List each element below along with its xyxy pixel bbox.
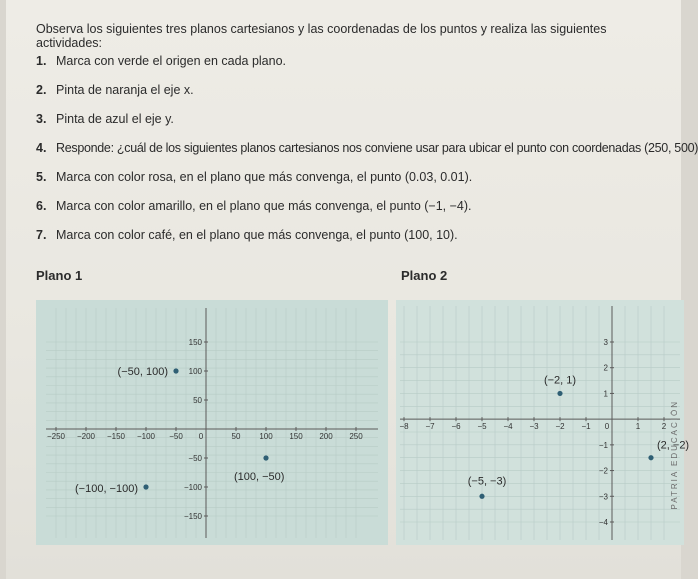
data-point xyxy=(479,494,484,499)
plano-2-title: Plano 2 xyxy=(401,268,448,283)
point-label: (−2, 1) xyxy=(543,374,577,387)
x-tick-label: −100 xyxy=(136,432,156,441)
plano-1-panel xyxy=(36,300,388,545)
x-tick-label: −250 xyxy=(46,432,66,441)
y-tick-label: 150 xyxy=(188,338,202,347)
x-tick-label: −150 xyxy=(106,432,126,441)
publisher-mark: PATRIA EDUCACIÓN xyxy=(670,400,679,510)
activity-text: Pinta de naranja el eje x. xyxy=(56,83,194,97)
activity-number: 2. xyxy=(36,83,47,97)
activity-number: 7. xyxy=(36,228,47,242)
y-tick-label: −100 xyxy=(183,483,202,492)
x-tick-label: 100 xyxy=(259,432,273,441)
y-tick-label: 100 xyxy=(188,367,202,376)
x-tick-label: 0 xyxy=(604,422,610,432)
activity-text: Responde: ¿cuál de los siguientes planos cartesianos nos conviene usar para ubicar el punto con coordenadas (250, 500) xyxy=(56,141,698,155)
activity-item xyxy=(36,168,676,197)
x-tick-label: −6 xyxy=(451,422,461,432)
y-tick-label: 50 xyxy=(193,396,202,405)
x-tick-label: 1 xyxy=(635,422,641,432)
x-tick-label: −1 xyxy=(581,422,591,432)
point-label: (2, −2) xyxy=(657,439,690,452)
activity-number: 5. xyxy=(36,170,47,184)
point-label: (100, −50) xyxy=(234,471,285,483)
y-tick-label: −50 xyxy=(188,454,202,463)
plano-2-chart xyxy=(396,300,690,545)
y-tick-label: 3 xyxy=(603,338,608,347)
x-tick-label: 200 xyxy=(319,432,333,441)
y-tick-label: −150 xyxy=(183,512,202,521)
y-tick-label: 2 xyxy=(603,363,608,373)
x-tick-label: −2 xyxy=(555,422,565,432)
y-tick-label: −2 xyxy=(598,466,608,476)
activity-item xyxy=(36,139,698,168)
plano-1-title: Plano 1 xyxy=(36,268,83,283)
point-label: (−5, −3) xyxy=(467,475,507,488)
plano-2-panel xyxy=(396,300,690,545)
x-tick-label: 2 xyxy=(661,422,667,432)
activity-text: Marca con verde el origen en cada plano. xyxy=(56,54,287,68)
x-tick-label: 50 xyxy=(231,432,241,441)
y-tick-label: −3 xyxy=(598,492,608,502)
data-point xyxy=(143,484,148,489)
y-tick-label: −1 xyxy=(598,440,608,450)
activity-text: Pinta de azul el eje y. xyxy=(56,112,174,126)
data-point xyxy=(173,368,178,373)
activity-text: Marca con color café, en el plano que más convenga, el punto (100, 10). xyxy=(56,228,458,242)
activity-number: 1. xyxy=(36,54,47,68)
x-tick-label: −8 xyxy=(399,422,409,432)
data-point xyxy=(648,455,653,460)
point-label: (−50, 100) xyxy=(117,366,168,378)
data-point xyxy=(263,455,268,460)
x-tick-label: 250 xyxy=(349,432,363,441)
activity-number: 4. xyxy=(36,141,47,155)
x-tick-label: −7 xyxy=(425,422,435,432)
point-label: (−100, −100) xyxy=(75,483,138,495)
y-tick-label: 1 xyxy=(603,389,608,399)
x-tick-label: 150 xyxy=(289,432,303,441)
activity-number: 6. xyxy=(36,199,47,213)
activity-text: Marca con color amarillo, en el plano que más convenga, el punto (−1, −4). xyxy=(56,199,472,213)
x-tick-label: −200 xyxy=(76,432,96,441)
activity-list xyxy=(36,52,698,255)
worksheet-page xyxy=(6,0,698,579)
data-point xyxy=(557,391,562,396)
y-tick-label: −4 xyxy=(598,518,608,527)
plano-1-chart xyxy=(36,300,388,545)
activity-text: Marca con color rosa, en el plano que más convenga, el punto (0.03, 0.01). xyxy=(56,170,473,184)
activity-item xyxy=(36,226,676,255)
activity-item xyxy=(36,197,676,226)
activity-item xyxy=(36,110,676,139)
activity-number: 3. xyxy=(36,112,47,126)
x-tick-label: 0 xyxy=(198,432,204,441)
x-tick-label: −4 xyxy=(503,422,513,432)
x-tick-label: −5 xyxy=(477,422,487,432)
activity-item xyxy=(36,52,676,81)
x-tick-label: −3 xyxy=(529,422,539,432)
instructions-intro: Observa los siguientes tres planos cartesianos y las coordenadas de los puntos y realiza las siguientes actividades: xyxy=(36,22,607,50)
x-tick-label: −50 xyxy=(169,432,183,441)
activity-item xyxy=(36,81,676,110)
